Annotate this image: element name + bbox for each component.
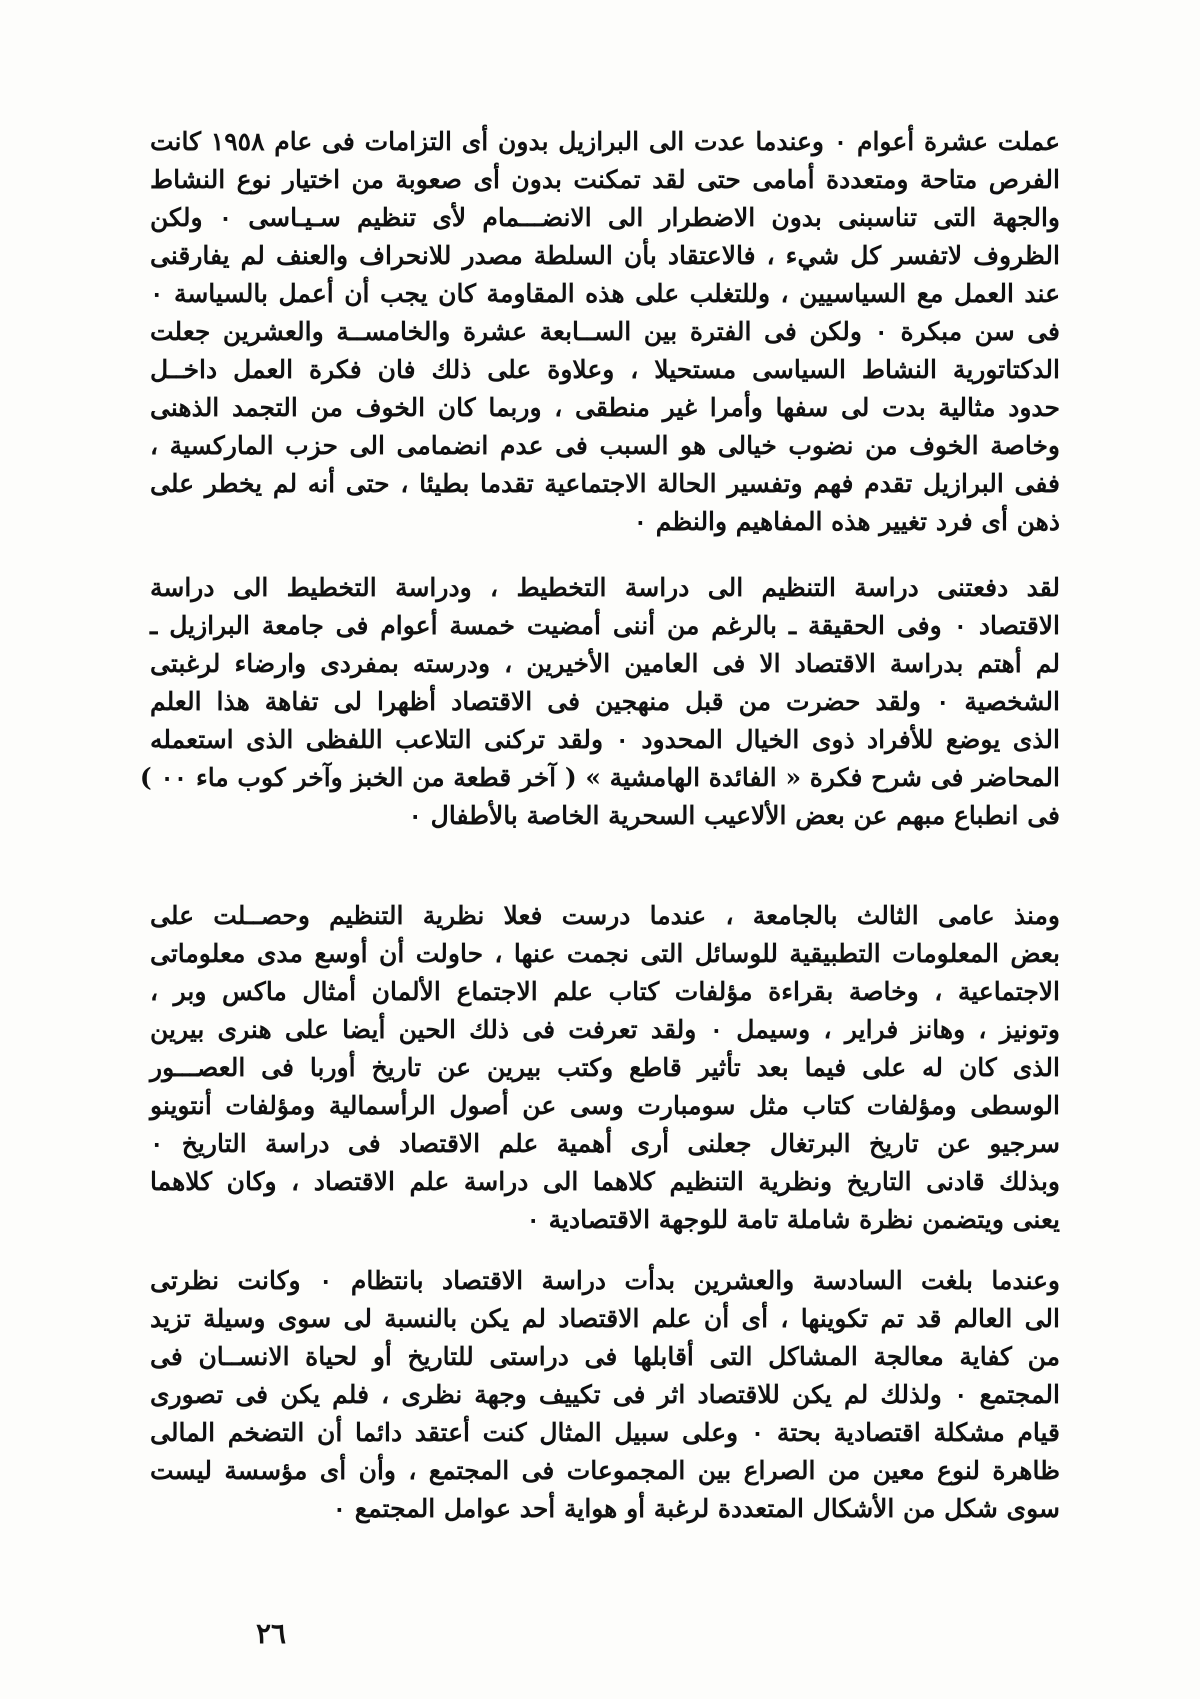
text-line: وخاصة الخوف من نضوب خيالى هو السبب فى عدم انضمامى الى حزب الماركسية ، xyxy=(150,431,1060,460)
text-line: بعض المعلومات التطبيقية للوسائل التى نجمت عنها ، حاولت أن أوسع مدى معلوماتى xyxy=(150,939,1060,968)
text-line: الذى كان له على فيما بعد تأثير قاطع وكتب بيرين عن تاريخ أوربا فى العصـــور xyxy=(150,1053,1060,1082)
text-line: الاقتصاد ٠ وفى الحقيقة ـ بالرغم من أننى أمضيت خمسة أعوام فى جامعة البرازيل ـ xyxy=(150,611,1060,640)
paragraph-2 xyxy=(139,569,1060,835)
text-line: وعندما بلغت السادسة والعشرين بدأت دراسة الاقتصاد بانتظام ٠ وكانت نظرتى xyxy=(150,1266,1060,1295)
text-line: الذى يوضع للأفراد ذوى الخيال المحدود ٠ ولقد تركنى التلاعب اللفظى الذى استعمله xyxy=(150,725,1060,754)
text-line: سرجيو عن تاريخ البرتغال جعلنى أرى أهمية علم الاقتصاد فى دراسة التاريخ ٠ xyxy=(150,1129,1060,1158)
text-line: من كفاية معالجة المشاكل التى أقابلها فى دراستى للتاريخ أو لحياة الانســان فى xyxy=(150,1342,1060,1371)
text-line: الى العالم قد تم تكوينها ، أى أن علم الاقتصاد لم يكن بالنسبة لى سوى وسيلة تزيد xyxy=(150,1304,1060,1333)
text-line: المحاضر فى شرح فكرة « الفائدة الهامشية » ( آخر قطعة من الخبز وآخر كوب ماء ٠٠ ) xyxy=(139,763,1060,792)
text-line: والجهة التى تناسبنى بدون الاضطرار الى الانضـــمام لأى تنظيم سـيـاسى ٠ ولكن xyxy=(150,203,1061,232)
text-line: ففى البرازيل تقدم فهم وتفسير الحالة الاجتماعية تقدما بطيئا ، حتى أنه لم يخطر على xyxy=(150,469,1060,498)
text-line: ظاهرة لنوع معين من الصراع بين المجموعات فى المجتمع ، وأن أى مؤسسة ليست xyxy=(150,1456,1060,1485)
text-line: المجتمع ٠ ولذلك لم يكن للاقتصاد اثر فى تكييف وجهة نظرى ، فلم يكن فى تصورى xyxy=(150,1380,1060,1409)
text-line: الاجتماعية ، وخاصة بقراءة مؤلفات كتاب علم الاجتماع الألمان أمثال ماكس وبر ، xyxy=(150,977,1060,1006)
paragraph-3 xyxy=(150,897,1060,1239)
paragraph-4 xyxy=(150,1262,1060,1528)
text-line: وتونيز ، وهانز فراير ، وسيمل ٠ ولقد تعرفت فى ذلك الحين أيضا على هنرى بيرين xyxy=(150,1015,1061,1044)
text-line: عملت عشرة أعوام ٠ وعندما عدت الى البرازيل بدون أى التزامات فى عام ١٩٥٨ كانت xyxy=(150,127,1061,156)
text-line: ومنذ عامى الثالث بالجامعة ، عندما درست فعلا نظرية التنظيم وحصــلت على xyxy=(150,901,1060,930)
text-line: فى سن مبكرة ٠ ولكن فى الفترة بين الســابعة عشرة والخامســة والعشرين جعلت xyxy=(150,317,1060,346)
text-line: الظروف لاتفسر كل شيء ، فالاعتقاد بأن السلطة مصدر للانحراف والعنف لم يفارقنى xyxy=(150,241,1060,270)
text-line: يعنى ويتضمن نظرة شاملة تامة للوجهة الاقتصادية ٠ xyxy=(526,1205,1060,1234)
text-line: ذهن أى فرد تغيير هذه المفاهيم والنظم ٠ xyxy=(633,507,1060,536)
paragraph-1 xyxy=(150,123,1060,541)
text-line: الفرص متاحة ومتعددة أمامى حتى لقد تمكنت بدون أى صعوبة من اختيار نوع النشاط xyxy=(150,165,1060,194)
text-line: عند العمل مع السياسيين ، وللتغلب على هذه المقاومة كان يجب أن أعمل بالسياسة ٠ xyxy=(150,279,1060,308)
text-line: لقد دفعتنى دراسة التنظيم الى دراسة التخطيط ، ودراسة التخطيط الى دراسة xyxy=(150,573,1060,602)
text-line: الشخصية ٠ ولقد حضرت من قبل منهجين فى الاقتصاد أظهرا لى تفاهة هذا العلم xyxy=(150,687,1060,716)
text-line: وبذلك قادنى التاريخ ونظرية التنظيم كلاهما الى دراسة علم الاقتصاد ، وكان كلاهما xyxy=(150,1167,1060,1196)
text-line: الدكتاتورية النشاط السياسى مستحيلا ، وعلاوة على ذلك فان فكرة العمل داخــل xyxy=(150,355,1060,384)
text-line: فى انطباع مبهم عن بعض الألاعيب السحرية الخاصة بالأطفال ٠ xyxy=(408,801,1060,830)
text-line: سوى شكل من الأشكال المتعددة لرغبة أو هواية أحد عوامل المجتمع ٠ xyxy=(332,1494,1060,1523)
text-line: حدود مثالية بدت لى سفها وأمرا غير منطقى ، وربما كان الخوف من التجمد الذهنى xyxy=(150,393,1060,422)
page-number: ٢٦ xyxy=(256,1617,287,1650)
text-line: الوسطى ومؤلفات كتاب مثل سومبارت وسى عن أصول الرأسمالية ومؤلفات أنتوينو xyxy=(150,1091,1060,1120)
text-line: قيام مشكلة اقتصادية بحتة ٠ وعلى سبيل المثال كنت أعتقد دائما أن التضخم المالى xyxy=(150,1418,1061,1447)
text-line: لم أهتم بدراسة الاقتصاد الا فى العامين الأخيرين ، ودرسته بمفردى وارضاء لرغبتى xyxy=(150,649,1060,678)
